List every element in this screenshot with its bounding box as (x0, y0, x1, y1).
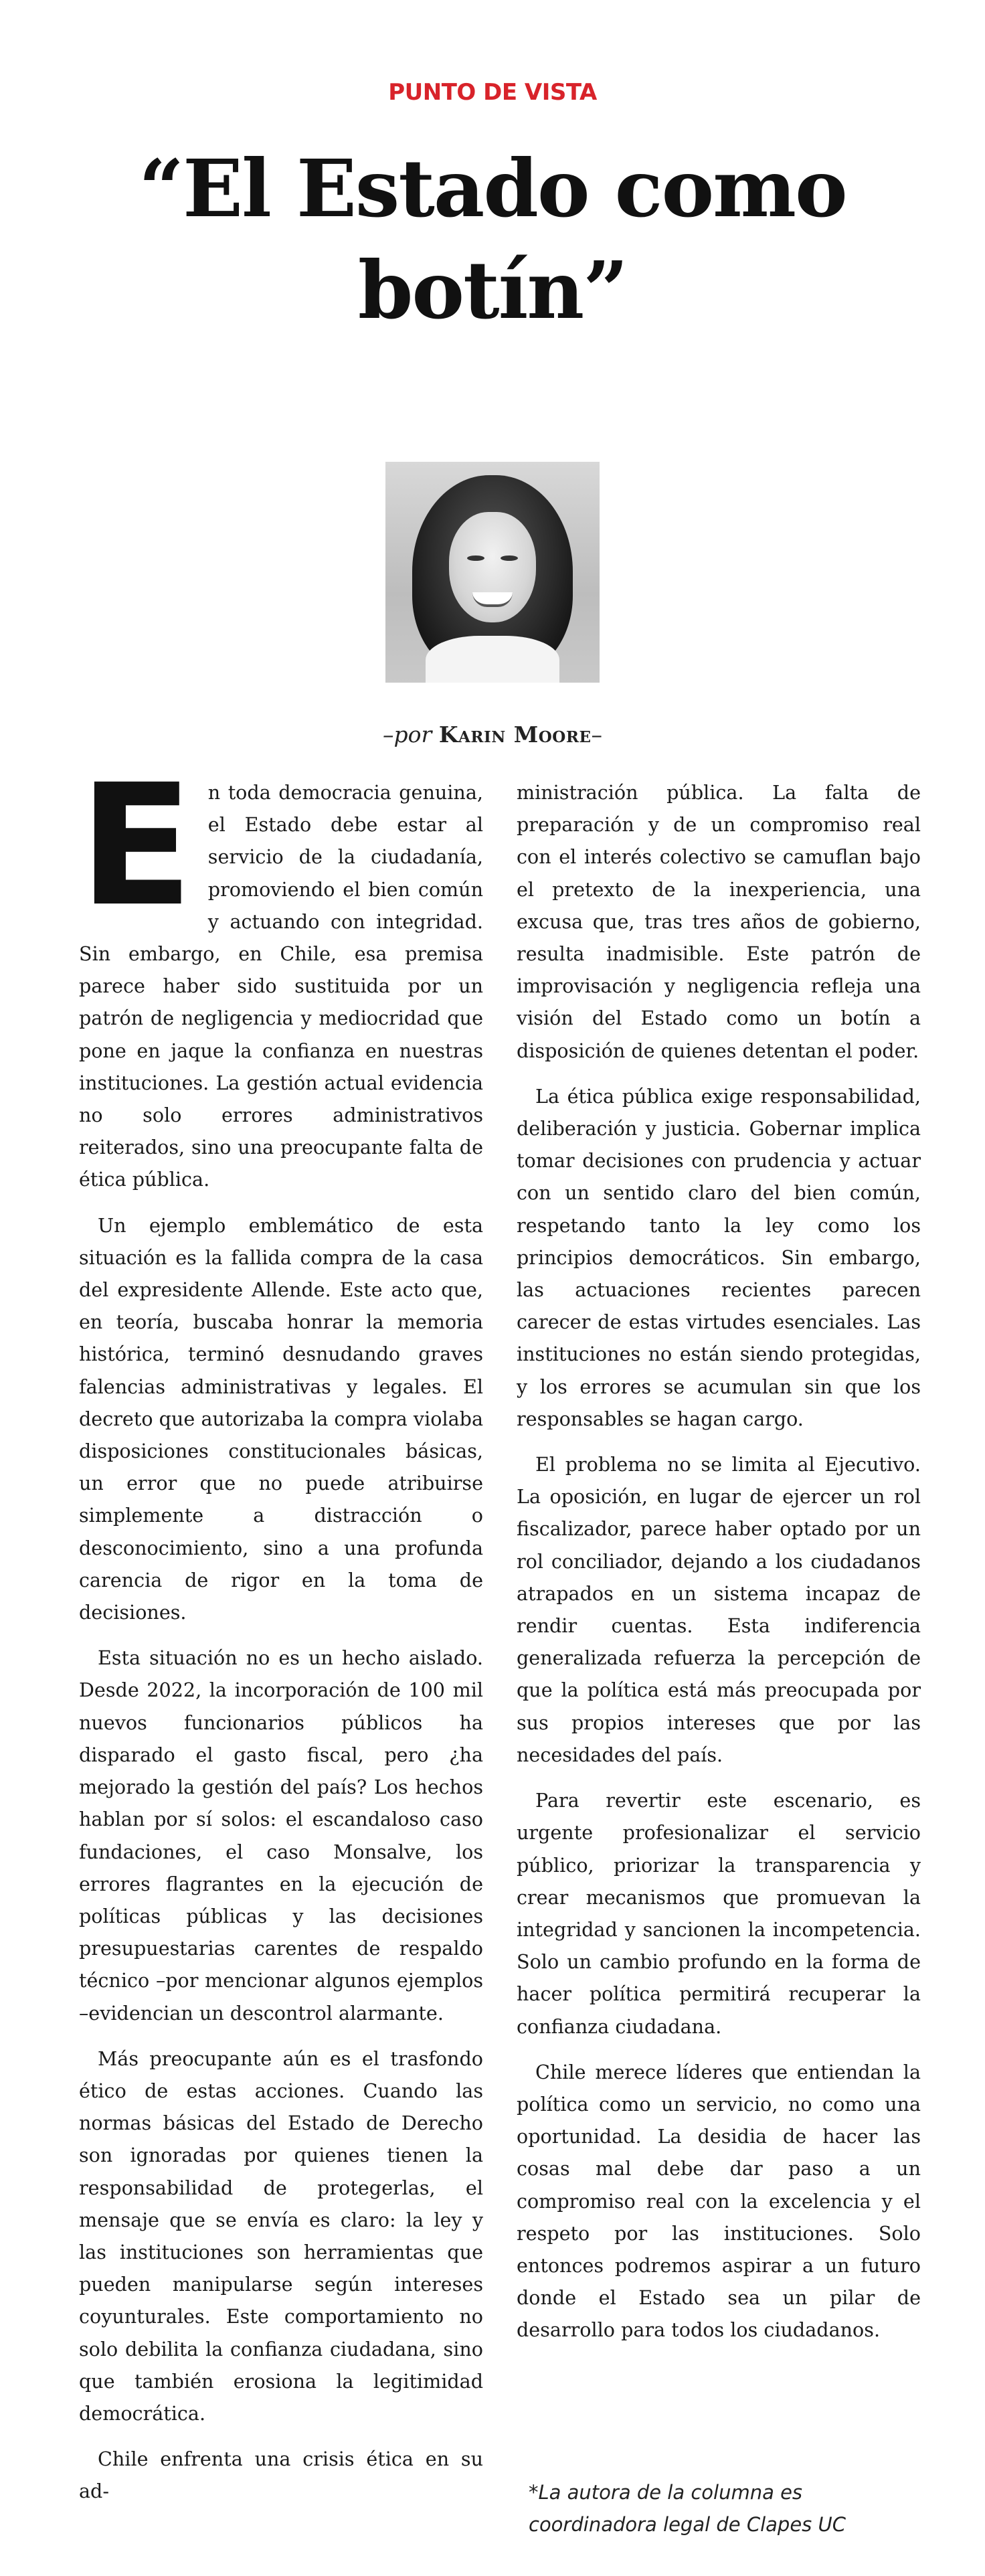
photo-eye-right (501, 555, 518, 561)
paragraph-5-start: Chile enfrenta una crisis ética en su ad- (79, 2448, 483, 2503)
byline-prefix: –por (383, 721, 432, 748)
paragraph-8: Para revertir este escenario, es urgente profesionalizar el servicio público, priorizar la transparencia y crear mecanismos que promuevan la integridad y sancionen la incompetencia. Solo un cambio profundo en la forma de hacer política permitirá recuperar la confianza ciudadana. (517, 1789, 921, 2038)
paragraph-9: Chile merece líderes que entiendan la política como un servicio, no como una oportunidad. La desidia de hacer las cosas mal debe dar paso a un compromiso real con la excelencia y el respeto por las instituciones. Solo entonces podremos aspirar a un futuro donde el Estado sea un pilar de desarrollo para todos los ciudadanos. (517, 2060, 921, 2342)
paragraph-1-text: n toda democracia genuina, el Estado debe estar al servicio de la ciudadanía, promoviendo el bien común y actuando con integridad. Sin embargo, en Chile, esa premisa parece haber sido sustituida por un patrón de negligencia y mediocridad que pone en jaque la confianza en nuestras instituciones. La gestión actual evidencia no solo errores administrativos reiterados, sino una preocupante falta de ética pública. (79, 781, 483, 1191)
headline (0, 138, 985, 341)
paragraph-1 (79, 748, 483, 1196)
byline-suffix: – (591, 721, 602, 748)
headline-line-2: botín” (357, 244, 628, 337)
section-label: PUNTO DE VISTA (388, 79, 597, 106)
paragraph-6: La ética pública exige responsabilidad, deliberación y justicia. Gobernar implica tomar decisiones con prudencia y actuar con un sentido claro del bien común, respetando tanto la ley como los principios democráticos. Sin embargo, las actuaciones recientes parecen carecer de estas virtudes esenciales. Las instituciones no están siendo protegidas, y los errores se acumulan sin que los responsables se hagan cargo. (517, 1084, 921, 1430)
author-name: Karin Moore (438, 721, 592, 748)
headline-line-1: “El Estado como (139, 142, 846, 235)
article-column-left (79, 748, 483, 2521)
paragraph-4: Más preocupante aún es el trasfondo ético de estas acciones. Cuando las normas básicas del Estado de Derecho son ignoradas por quienes tienen la responsabilidad de protegerlas, el mensaje que se envía es claro: la ley y las instituciones son herramientas que pueden manipularse según intereses coyunturales. Este comportamiento no solo debilita la confianza ciudadana, sino que también erosiona la legitimidad democrática. (79, 2047, 483, 2425)
author-footnote: *La autora de la columna es coordinadora legal de Clapes UC (529, 2481, 846, 2536)
paragraph-5-continued: ministración pública. La falta de preparación y de un compromiso real con el interés colectivo se camuflan bajo el pretexto de la inexperiencia, una excusa que, tras tres años de gobierno, resulta inadmisible. Este patrón de improvisación y negligencia refleja una visión del Estado como un botín a disposición de quienes detentan el poder. (517, 781, 921, 1062)
paragraph-3: Esta situación no es un hecho aislado. Desde 2022, la incorporación de 100 mil nuevos funcionarios públicos ha disparado el gasto fiscal, pero ¿ha mejorado la gestión del país? Los hechos hablan por sí solos: el escandaloso caso fundaciones, el caso Monsalve, los errores flagrantes en la ejecución de políticas públicas y las decisiones presupuestarias carentes de respaldo técnico –por mencionar algunos ejemplos –evidencian un descontrol alarmante. (79, 1646, 483, 2025)
paragraph-7: El problema no se limita al Ejecutivo. La oposición, en lugar de ejercer un rol fiscalizador, parece haber optado por un rol conciliador, dejando a los ciudadanos atrapados en un sistema incapaz de rendir cuentas. Esta indiferencia generalizada refuerza la percepción de que la política está más preocupada por sus propios intereses que por las necesidades del país. (517, 1453, 921, 1766)
byline (0, 721, 985, 748)
photo-shirt (426, 636, 559, 683)
paragraph-2: Un ejemplo emblemático de esta situación es la fallida compra de la casa del expresidente Allende. Este acto que, en teoría, buscaba honrar la memoria histórica, terminó desnudando graves falencias administrativas y legales. El decreto que autorizaba la compra violaba disposiciones constitucionales básicas, un error que no puede atribuirse simplemente a distracción o desconocimiento, sino a una profunda carencia de rigor en la toma de decisiones. (79, 1213, 483, 1624)
photo-eye-left (467, 555, 484, 561)
drop-cap: E (79, 748, 193, 943)
article-column-right (517, 776, 921, 2360)
author-photo (385, 462, 600, 683)
